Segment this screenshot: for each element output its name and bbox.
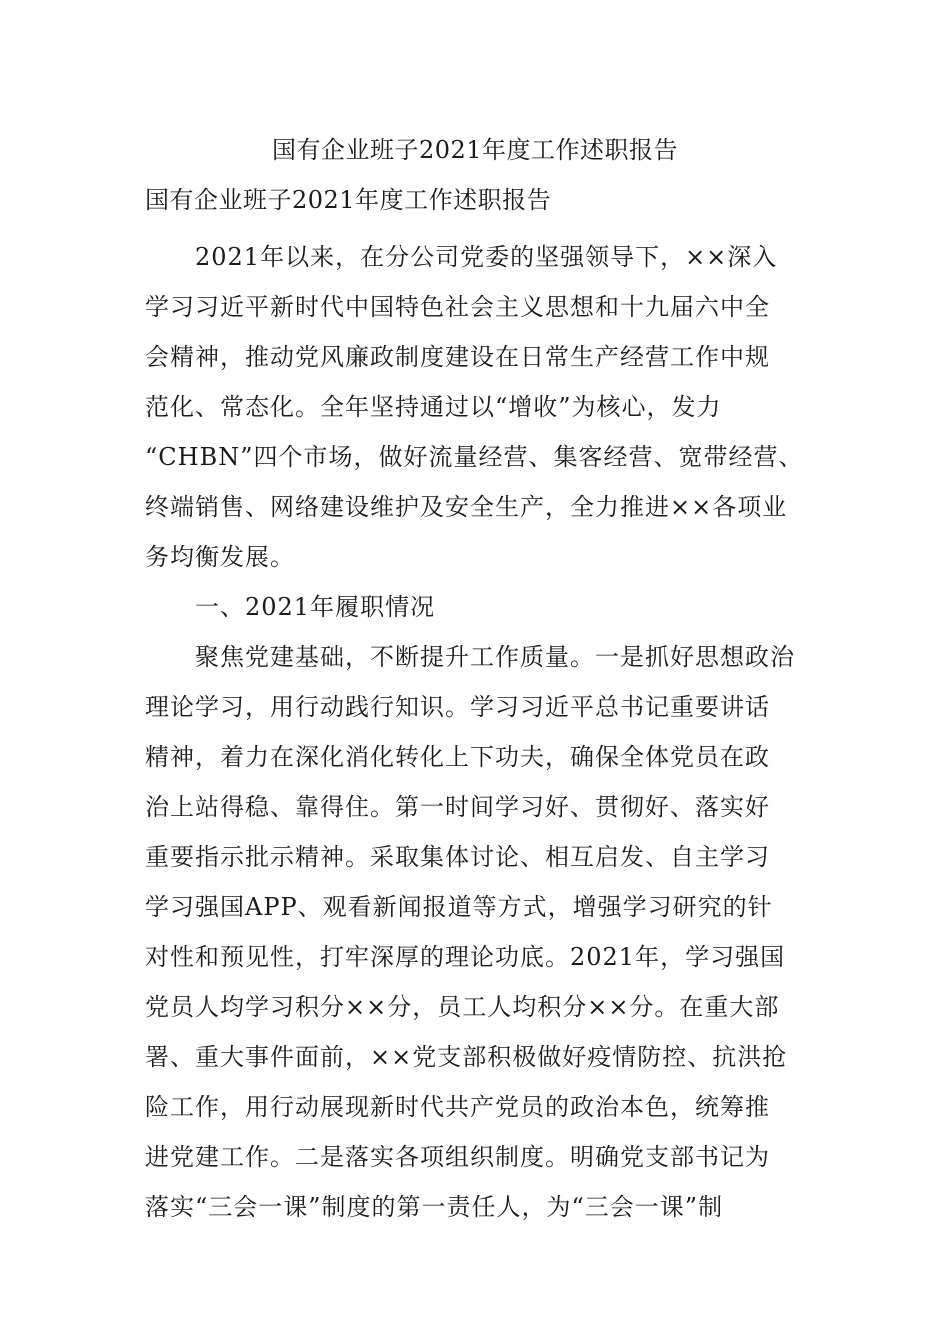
body-line: 党员人均学习积分××分，员工人均积分××分。在重大部 — [145, 993, 780, 1021]
body-line: 精神，着力在深化消化转化上下功夫，确保全体党员在政 — [145, 743, 770, 771]
body-line: 险工作，用行动展现新时代共产党员的政治本色，统筹推 — [145, 1093, 770, 1121]
body-line: 进党建工作。二是落实各项组织制度。明确党支部书记为 — [145, 1143, 770, 1171]
body-line: 学习强国APP、观看新闻报道等方式，增强学习研究的针 — [145, 893, 773, 921]
body-line: 署、重大事件面前，××党支部积极做好疫情防控、抗洪抢 — [145, 1043, 788, 1071]
body-line: 范化、常态化。全年坚持通过以“增收”为核心，发力 — [145, 393, 722, 421]
body-line: 务均衡发展。 — [145, 543, 295, 571]
body-line: 终端销售、网络建设维护及安全生产，全力推进××各项业 — [145, 493, 788, 521]
section-heading: 一、2021年履职情况 — [145, 593, 436, 621]
document-subtitle: 国有企业班子2021年度工作述职报告 — [145, 186, 552, 214]
body-line: 学习习近平新时代中国特色社会主义思想和十九届六中全 — [145, 293, 770, 321]
document-title: 国有企业班子2021年度工作述职报告 — [271, 136, 679, 164]
body-line: 落实“三会一课”制度的第一责任人，为“三会一课”制 — [145, 1193, 724, 1221]
body-line: 重要指示批示精神。采取集体讨论、相互启发、自主学习 — [145, 843, 770, 871]
body-line: 对性和预见性，打牢深厚的理论功底。2021年，学习强国 — [145, 943, 786, 971]
body-line: “CHBN”四个市场，做好流量经营、集客经营、宽带经营、 — [145, 443, 804, 471]
body-line: 聚焦党建基础，不断提升工作质量。一是抓好思想政治 — [145, 643, 795, 671]
document-body — [145, 232, 835, 1232]
body-line: 2021年以来，在分公司党委的坚强领导下，××深入 — [145, 243, 778, 271]
body-line: 会精神，推动党风廉政制度建设在日常生产经营工作中规 — [145, 343, 770, 371]
body-line: 理论学习，用行动践行知识。学习习近平总书记重要讲话 — [145, 693, 770, 721]
body-line: 治上站得稳、靠得住。第一时间学习好、贯彻好、落实好 — [145, 793, 770, 821]
